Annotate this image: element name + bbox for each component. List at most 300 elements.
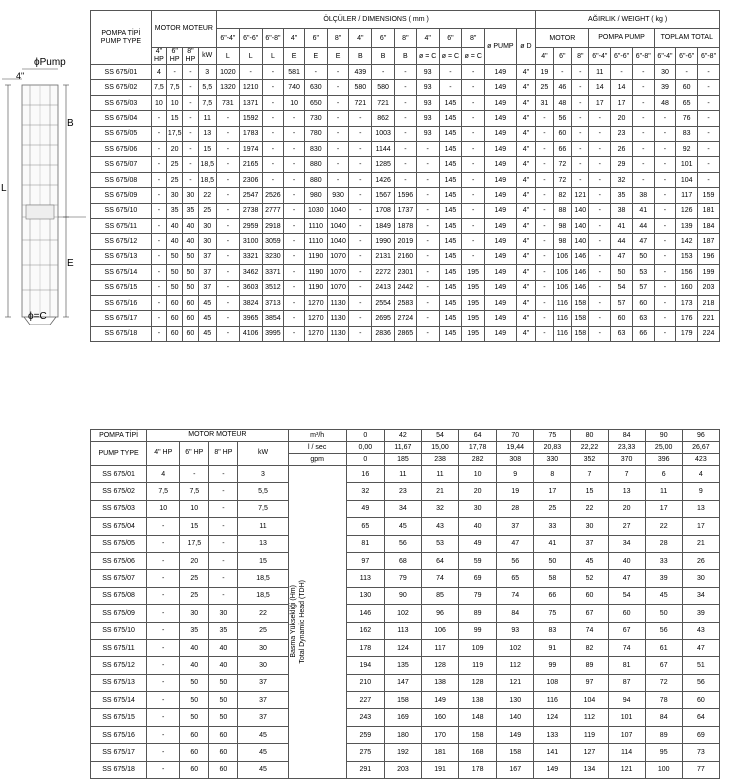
table-cell: 45 (238, 744, 288, 761)
table-cell: 3 (238, 466, 288, 483)
table-cell: 3713 (262, 295, 284, 310)
table-cell: - (654, 126, 676, 141)
table-cell: - (632, 111, 654, 126)
table-cell: 107 (608, 726, 645, 743)
table-cell: - (147, 605, 180, 622)
table-cell: 149 (485, 126, 516, 141)
table-cell: 73 (682, 744, 719, 761)
table-cell: 101 (608, 709, 645, 726)
table-cell: 97 (571, 674, 608, 691)
table-cell: 1110 (304, 234, 327, 249)
pump-type-cell: SS 675/12 (91, 657, 147, 674)
table-row (91, 65, 720, 80)
table-cell: - (209, 483, 238, 500)
table-cell: 149 (485, 280, 516, 295)
type-header: POMPA TİPİ PUMP TYPE (91, 11, 152, 65)
table-cell: 149 (485, 311, 516, 326)
table-cell: 56 (553, 111, 571, 126)
table-cell: 149 (485, 95, 516, 110)
table-cell: 45 (384, 518, 421, 535)
table-cell: 112 (571, 709, 608, 726)
table-cell: 3824 (239, 295, 262, 310)
table-cell: 22 (238, 605, 288, 622)
table-cell: 3 (198, 65, 216, 80)
table-cell: - (183, 111, 198, 126)
table-cell: 104 (676, 172, 698, 187)
head-axis-label (288, 466, 346, 779)
table-cell: 20 (180, 552, 209, 569)
motor-size-header: 8" (395, 29, 417, 48)
table-cell: 30 (238, 657, 288, 674)
motor-size-header: 6"-6" (239, 29, 262, 48)
flow-gpm-cell: 330 (534, 454, 571, 466)
table-cell: - (462, 157, 485, 172)
table-cell: 721 (349, 95, 372, 110)
table-cell: 291 (346, 761, 384, 778)
table-cell: 126 (676, 203, 698, 218)
table-cell: - (416, 311, 439, 326)
table-cell: 178 (459, 761, 497, 778)
table-cell: 45 (238, 761, 288, 778)
table-cell: 60 (632, 295, 654, 310)
flow-m3h-cell: 90 (645, 430, 682, 442)
pump-type-cell: SS 675/02 (91, 80, 152, 95)
table-cell: 74 (608, 639, 645, 656)
table-cell: 37 (238, 692, 288, 709)
b-label: B (67, 118, 74, 129)
table-cell: 20 (167, 142, 183, 157)
table-cell: - (536, 326, 553, 341)
table-cell: 11 (645, 483, 682, 500)
flow-unit-ls: l / sec (288, 442, 346, 454)
table-cell: 1070 (327, 265, 349, 280)
table-cell: 149 (485, 80, 516, 95)
table-cell: 61 (645, 639, 682, 656)
table-cell: 4106 (239, 326, 262, 341)
table-cell: - (416, 172, 439, 187)
table-cell: 145 (439, 326, 462, 341)
hp-column-header: 6" HP (180, 442, 209, 466)
table-cell: 1190 (304, 249, 327, 264)
table-cell: - (395, 172, 417, 187)
table-cell: 117 (421, 639, 458, 656)
table-cell: 3371 (262, 265, 284, 280)
table-cell: 10 (167, 95, 183, 110)
table-cell: 30 (167, 188, 183, 203)
table-cell: - (209, 466, 238, 483)
size-label: 4" (16, 71, 25, 81)
table-cell: 3995 (262, 326, 284, 341)
table-cell: - (536, 311, 553, 326)
table-cell: 10 (459, 466, 497, 483)
pump-type-cell: SS 675/15 (91, 709, 147, 726)
pump-type-cell: SS 675/11 (91, 219, 152, 234)
table-cell: 92 (676, 142, 698, 157)
table-cell: 50 (183, 280, 198, 295)
pump-type-cell: SS 675/16 (91, 295, 152, 310)
table-cell: - (284, 111, 305, 126)
table-row (91, 709, 720, 726)
flow-gpm-cell: 396 (645, 454, 682, 466)
table-cell: 72 (553, 157, 571, 172)
table-cell: - (416, 249, 439, 264)
table-cell: 20 (611, 111, 633, 126)
motor-size-header: 8" (327, 29, 349, 48)
table-cell: - (416, 265, 439, 280)
table-row (91, 518, 720, 535)
table-cell: 50 (183, 249, 198, 264)
table-row (91, 674, 720, 691)
table-cell: - (284, 249, 305, 264)
hp-column-header: 8" HP (209, 442, 238, 466)
table-cell: - (216, 126, 239, 141)
table-cell: 16 (346, 466, 384, 483)
table-cell: 58 (534, 570, 571, 587)
table-cell: 39 (645, 570, 682, 587)
table-cell: 22 (571, 500, 608, 517)
table-cell: 9 (497, 466, 534, 483)
table-cell: - (147, 726, 180, 743)
table-cell: 40 (209, 639, 238, 656)
table-cell: 85 (421, 587, 458, 604)
table-cell: - (698, 95, 720, 110)
table-cell: 145 (439, 203, 462, 218)
table-cell: - (216, 188, 239, 203)
table-cell: - (147, 587, 180, 604)
pump-type-cell: SS 675/14 (91, 265, 152, 280)
e-label: E (67, 258, 74, 269)
table-cell: - (183, 142, 198, 157)
table-row (91, 552, 720, 569)
flow-m3h-cell: 54 (421, 430, 458, 442)
table-cell: - (147, 622, 180, 639)
hp-column-header: 4" HP (151, 48, 166, 65)
flow-ls-cell: 23,33 (608, 442, 645, 454)
pump-type-cell: SS 675/11 (91, 639, 147, 656)
table-cell: 50 (534, 552, 571, 569)
table-cell: 1040 (327, 219, 349, 234)
table-cell: 50 (167, 265, 183, 280)
table-cell: 10 (151, 95, 166, 110)
table-cell: 2865 (395, 326, 417, 341)
table-cell: 106 (421, 622, 458, 639)
dimension-column-header: ø = C (416, 48, 439, 65)
table-cell: - (572, 172, 589, 187)
table-row (91, 326, 720, 341)
table-cell: - (216, 280, 239, 295)
table-cell: - (439, 65, 462, 80)
table-cell: 194 (346, 657, 384, 674)
table-cell: 21 (682, 535, 719, 552)
table-cell: 60 (682, 692, 719, 709)
table-cell: 18,5 (198, 172, 216, 187)
table-row (91, 657, 720, 674)
table-cell: - (589, 326, 611, 341)
flow-ls-cell: 25,00 (645, 442, 682, 454)
table-cell: 35 (611, 188, 633, 203)
table-cell: 146 (572, 249, 589, 264)
pump-type-cell: SS 675/07 (91, 570, 147, 587)
table-cell: 149 (485, 249, 516, 264)
table-cell: 2019 (395, 234, 417, 249)
table-cell: - (572, 111, 589, 126)
table-cell: - (349, 265, 372, 280)
table-cell: 18,5 (238, 587, 288, 604)
table-cell: - (654, 280, 676, 295)
table-cell: - (632, 142, 654, 157)
table-cell: 179 (676, 326, 698, 341)
table-cell: 1783 (239, 126, 262, 141)
table-cell: 149 (497, 726, 534, 743)
table-cell: 7,5 (147, 483, 180, 500)
table-cell: - (284, 311, 305, 326)
flow-ls-cell: 17,78 (459, 442, 497, 454)
table-cell: 93 (416, 111, 439, 126)
table-cell: 39 (654, 80, 676, 95)
weight-total-header: TOPLAM TOTAL (654, 29, 719, 48)
table-cell: 1030 (304, 203, 327, 218)
table-cell: - (462, 111, 485, 126)
table-cell: 67 (571, 605, 608, 622)
table-cell: 138 (459, 692, 497, 709)
table-cell: 196 (698, 249, 720, 264)
table-cell: 50 (183, 265, 198, 280)
table-cell: 77 (682, 761, 719, 778)
table-cell: 37 (198, 280, 216, 295)
table-cell: 203 (698, 280, 720, 295)
table-cell: - (462, 126, 485, 141)
table-cell: - (216, 157, 239, 172)
pump-type-cell: SS 675/15 (91, 280, 152, 295)
table-cell: 67 (645, 657, 682, 674)
table-cell: - (262, 126, 284, 141)
pump-type-cell: SS 675/14 (91, 692, 147, 709)
table-cell: 98 (553, 234, 571, 249)
table-cell: 49 (459, 535, 497, 552)
table-cell: 1737 (395, 203, 417, 218)
table-cell: 149 (485, 111, 516, 126)
table-cell: - (395, 80, 417, 95)
table-cell: - (589, 295, 611, 310)
table-cell: 82 (571, 639, 608, 656)
table-cell: - (462, 95, 485, 110)
table-cell: 731 (216, 95, 239, 110)
table-cell: 47 (497, 535, 534, 552)
weight-motor-header: MOTOR (536, 29, 589, 48)
table-cell: 56 (497, 552, 534, 569)
flow-m3h-cell: 80 (571, 430, 608, 442)
table-cell: - (284, 172, 305, 187)
table-cell: 121 (497, 674, 534, 691)
table-cell: 50 (167, 280, 183, 295)
table-cell: 22 (645, 518, 682, 535)
pump-type-cell: SS 675/17 (91, 311, 152, 326)
hp-column-header: 8" HP (183, 48, 198, 65)
table-cell: 30 (571, 518, 608, 535)
table-cell: 50 (209, 709, 238, 726)
table-cell: 22 (198, 188, 216, 203)
table-cell: 181 (421, 744, 458, 761)
table-cell: - (654, 326, 676, 341)
table-cell: 2738 (239, 203, 262, 218)
table-cell: 121 (608, 761, 645, 778)
table-cell: 149 (421, 692, 458, 709)
table-cell: 82 (553, 188, 571, 203)
table-cell: - (151, 265, 166, 280)
table-cell: - (632, 126, 654, 141)
table-row (91, 692, 720, 709)
table-cell: - (416, 234, 439, 249)
dimension-column-header: L (216, 48, 239, 65)
table-cell: 93 (416, 95, 439, 110)
table-cell: 199 (698, 265, 720, 280)
table-cell: 11 (421, 466, 458, 483)
table-cell: - (284, 203, 305, 218)
table-cell: 145 (439, 249, 462, 264)
table-cell: - (395, 126, 417, 141)
table-cell: 63 (611, 326, 633, 341)
table-cell: - (536, 249, 553, 264)
table-cell: 32 (421, 500, 458, 517)
table-cell: - (654, 172, 676, 187)
table-cell: 10 (180, 500, 209, 517)
table-cell: - (698, 157, 720, 172)
table-cell: - (151, 111, 166, 126)
table-cell: 40 (180, 639, 209, 656)
table-cell: 44 (611, 234, 633, 249)
table-cell: 145 (439, 172, 462, 187)
weight-column-header: 6" (553, 48, 571, 65)
table-row (91, 744, 720, 761)
pump-type-cell: SS 675/09 (91, 188, 152, 203)
table-cell: 81 (346, 535, 384, 552)
motor-size-header: 4" (349, 29, 372, 48)
table-cell: 740 (284, 80, 305, 95)
motor-size-header: 6"-4" (216, 29, 239, 48)
table-cell: - (462, 234, 485, 249)
table-cell: - (462, 188, 485, 203)
table-cell: - (416, 188, 439, 203)
table-cell: - (349, 249, 372, 264)
table-cell: 4" (516, 157, 536, 172)
table-cell: 721 (372, 95, 395, 110)
table-cell: - (572, 80, 589, 95)
table-cell: - (216, 111, 239, 126)
pump-type-cell: SS 675/03 (91, 500, 147, 517)
table-cell: 15 (571, 483, 608, 500)
table-cell: - (589, 280, 611, 295)
table-cell: 7,5 (198, 95, 216, 110)
table-cell: - (209, 552, 238, 569)
table-row (91, 605, 720, 622)
table-cell: 4" (516, 95, 536, 110)
table-cell: 275 (346, 744, 384, 761)
table-cell: - (654, 157, 676, 172)
table-cell: 210 (346, 674, 384, 691)
table-cell: 112 (497, 657, 534, 674)
table-cell: - (572, 65, 589, 80)
table-cell: - (632, 80, 654, 95)
table-cell: - (698, 142, 720, 157)
table-cell: 149 (485, 203, 516, 218)
table-cell: - (151, 142, 166, 157)
table-cell: 99 (459, 622, 497, 639)
pump-type-cell: SS 675/18 (91, 326, 152, 341)
table-cell: - (147, 518, 180, 535)
table-cell: 34 (608, 535, 645, 552)
head-label-tr: Basma Yüksekliği (Hm) (289, 585, 297, 659)
table-row (91, 311, 720, 326)
table-cell: 45 (198, 311, 216, 326)
table-cell: - (284, 265, 305, 280)
table-cell: 149 (485, 157, 516, 172)
table-cell: 40 (608, 552, 645, 569)
table-cell: 40 (167, 219, 183, 234)
table-cell: - (536, 157, 553, 172)
table-cell: 50 (180, 692, 209, 709)
table-cell: - (416, 142, 439, 157)
table-cell: 35 (167, 203, 183, 218)
table-cell: 47 (608, 570, 645, 587)
table-cell: 145 (439, 142, 462, 157)
weight-column-header: 6"-8" (698, 48, 720, 65)
table-cell: - (147, 744, 180, 761)
table-cell: 14 (589, 80, 611, 95)
table-cell: 74 (421, 570, 458, 587)
table-cell: 2131 (372, 249, 395, 264)
table-cell: 14 (611, 80, 633, 95)
table-cell: 56 (645, 622, 682, 639)
table-cell: 128 (459, 674, 497, 691)
table-cell: 162 (346, 622, 384, 639)
performance-body (91, 466, 720, 779)
table-cell: 108 (534, 674, 571, 691)
table-cell: 35 (183, 203, 198, 218)
table-cell: 40 (459, 518, 497, 535)
table-cell: 34 (682, 587, 719, 604)
motor-size-header: 4" (416, 29, 439, 48)
table-cell: 169 (384, 709, 421, 726)
table-cell: 4 (682, 466, 719, 483)
table-cell: 170 (421, 726, 458, 743)
table-cell: 3965 (239, 311, 262, 326)
table-cell: 72 (553, 172, 571, 187)
table-cell: - (151, 295, 166, 310)
table-cell: 64 (682, 709, 719, 726)
table-cell: 33 (645, 552, 682, 569)
table-row (91, 157, 720, 172)
table-cell: - (536, 126, 553, 141)
table-cell: 106 (553, 249, 571, 264)
table-cell: 4" (516, 280, 536, 295)
table-cell: - (284, 234, 305, 249)
table-cell: - (151, 234, 166, 249)
table-cell: - (589, 142, 611, 157)
table-cell: 83 (676, 126, 698, 141)
table-cell: 60 (611, 311, 633, 326)
table-cell: 259 (346, 726, 384, 743)
table-cell: 11 (384, 466, 421, 483)
table-row (91, 234, 720, 249)
pump-type-cell: SS 675/05 (91, 126, 152, 141)
table-cell: 13 (238, 535, 288, 552)
table-cell: - (536, 172, 553, 187)
table-cell: 38 (611, 203, 633, 218)
table-row (91, 142, 720, 157)
table-cell: - (698, 126, 720, 141)
table-cell: 167 (497, 761, 534, 778)
table-cell: 33 (534, 518, 571, 535)
